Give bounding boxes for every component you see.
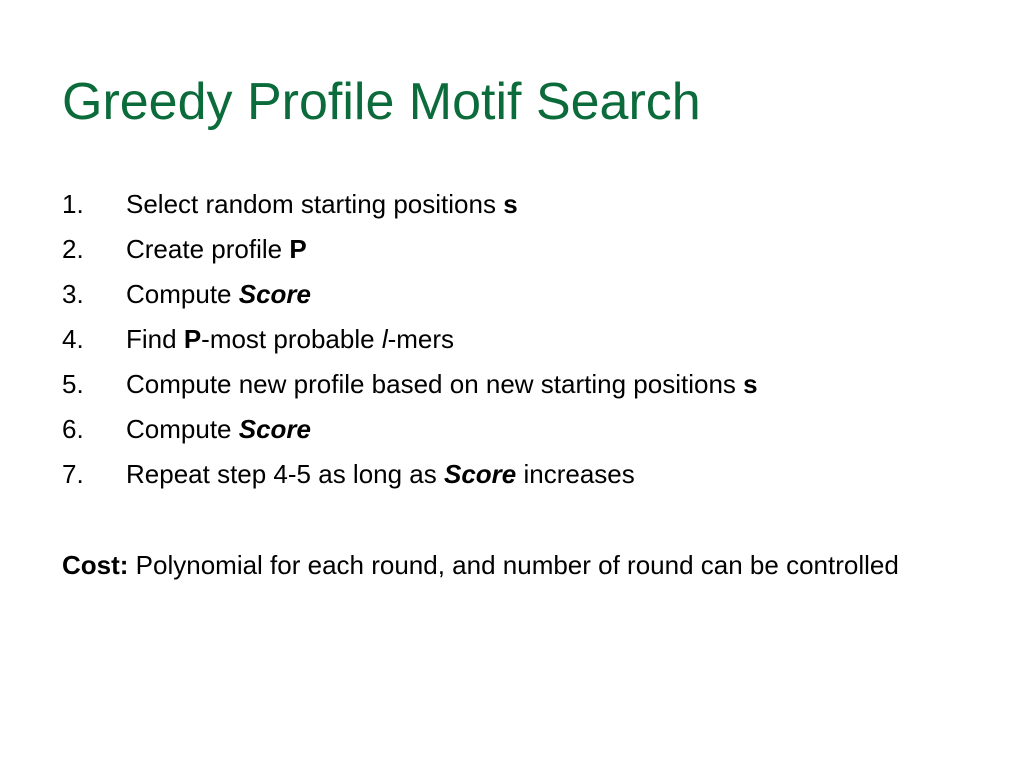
step-text-part: Compute new profile based on new starting positions bbox=[126, 369, 744, 399]
step-text-part: -mers bbox=[387, 324, 455, 354]
step-number: 4. bbox=[62, 324, 84, 354]
step-text-part: P bbox=[183, 324, 202, 354]
step-text bbox=[126, 274, 311, 314]
step-item bbox=[62, 184, 1002, 229]
step-text bbox=[126, 184, 518, 224]
step-text-part: Score bbox=[238, 279, 311, 309]
step-text-part: Select random starting positions bbox=[126, 189, 504, 219]
step-item bbox=[62, 409, 1002, 454]
step-text bbox=[126, 409, 311, 449]
cost-paragraph bbox=[62, 546, 1024, 584]
step-text-part: Find bbox=[126, 324, 184, 354]
step-text-part: Create profile bbox=[126, 234, 290, 264]
step-number: 7. bbox=[62, 459, 84, 489]
cost-label: Cost: bbox=[62, 550, 129, 580]
step-text bbox=[126, 454, 635, 494]
step-number: 1. bbox=[62, 189, 84, 219]
step-text-part: Compute bbox=[126, 279, 239, 309]
step-text-part: Score bbox=[238, 414, 311, 444]
steps-list bbox=[62, 184, 1002, 499]
step-text bbox=[126, 319, 454, 359]
step-number: 3. bbox=[62, 279, 84, 309]
step-item bbox=[62, 364, 1002, 409]
cost-text: Polynomial for each round, and number of round can be controlled bbox=[128, 550, 899, 580]
step-number: 6. bbox=[62, 414, 84, 444]
step-text-part: Compute bbox=[126, 414, 239, 444]
step-text-part: s bbox=[743, 369, 758, 399]
step-text bbox=[126, 229, 307, 269]
step-item bbox=[62, 319, 1002, 364]
step-item bbox=[62, 274, 1002, 319]
step-text-part: Repeat step 4-5 as long as bbox=[126, 459, 444, 489]
step-text-part: increases bbox=[516, 459, 635, 489]
step-item bbox=[62, 229, 1002, 274]
slide-title: Greedy Profile Motif Search bbox=[62, 73, 701, 131]
step-text-part: l bbox=[381, 324, 388, 354]
step-number: 2. bbox=[62, 234, 84, 264]
step-number: 5. bbox=[62, 369, 84, 399]
step-text-part: Score bbox=[443, 459, 517, 489]
step-text-part: -most probable bbox=[201, 324, 382, 354]
step-text-part: P bbox=[289, 234, 307, 264]
step-item bbox=[62, 454, 1002, 499]
step-text-part: s bbox=[503, 189, 518, 219]
step-text bbox=[126, 364, 758, 404]
